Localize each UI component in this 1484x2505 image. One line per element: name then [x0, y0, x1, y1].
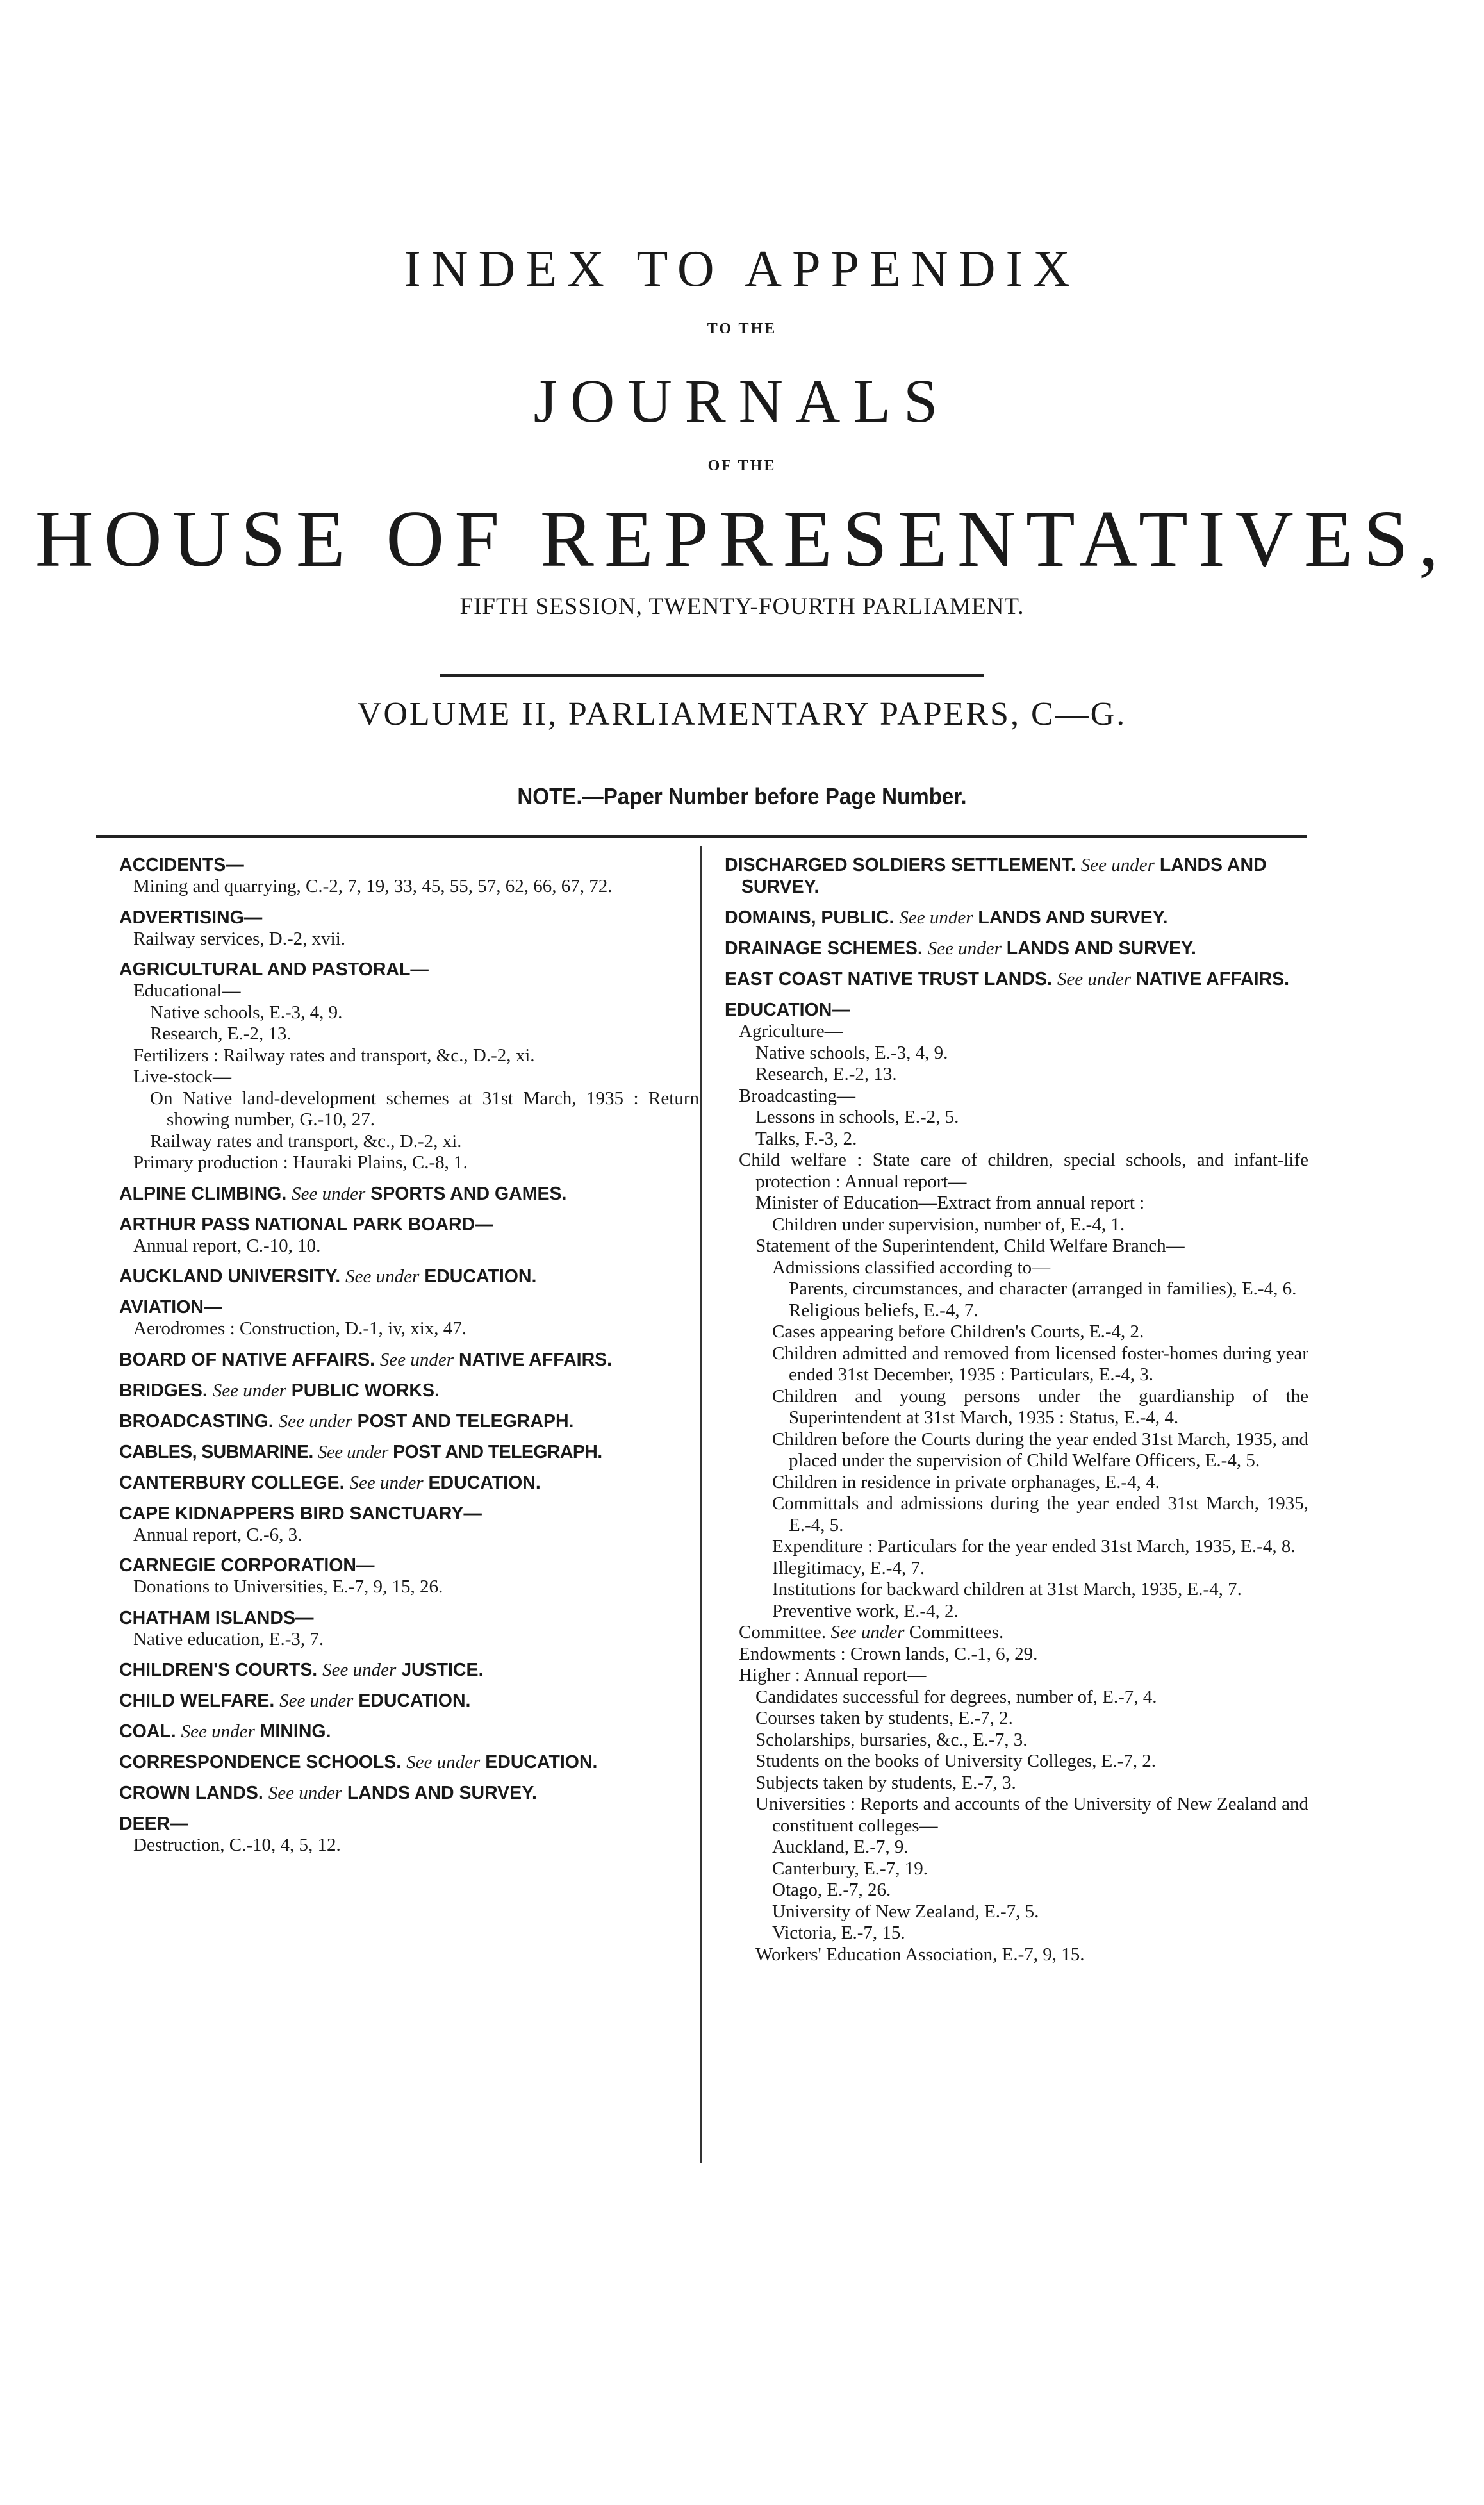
- title-index-to-appendix: INDEX TO APPENDIX: [404, 241, 1080, 297]
- entry-heading: [119, 1659, 699, 1681]
- entry-heading: [119, 1349, 699, 1371]
- cross-ref: MINING.: [260, 1721, 331, 1742]
- entry-line: Broadcasting—: [739, 1085, 856, 1106]
- index-entry-crown-lands: [119, 1782, 699, 1804]
- cross-ref: POST AND TELEGRAPH.: [393, 1441, 602, 1462]
- cross-ref: JUSTICE.: [401, 1660, 484, 1680]
- entry-line: Candidates successful for degrees, number of, E.-7, 4.: [755, 1686, 1157, 1707]
- index-entry-auckland-university: [119, 1266, 699, 1287]
- heading-text: AUCKLAND UNIVERSITY.: [119, 1266, 341, 1287]
- see-under: See under: [268, 1783, 342, 1803]
- entry-line: Committals and admissions during the year ended 31st March, 1935, E.-4, 5.: [772, 1493, 1308, 1535]
- heading-text: DISCHARGED SOLDIERS SETTLEMENT.: [725, 855, 1076, 875]
- see-under: See under: [349, 1472, 424, 1493]
- entry-line: Workers' Education Association, E.-7, 9, 15.: [755, 1944, 1085, 1965]
- cross-ref: PUBLIC WORKS.: [291, 1380, 440, 1401]
- index-entry-correspondence-schools: [119, 1751, 699, 1773]
- entry-line: Primary production : Hauraki Plains, C.-8, 1.: [133, 1152, 468, 1173]
- heading-text: DOMAINS, PUBLIC.: [725, 907, 895, 928]
- see-under: See under: [318, 1441, 388, 1462]
- heading-text: COAL.: [119, 1721, 176, 1742]
- index-entry-cape-kidnappers: [119, 1503, 699, 1546]
- entry-line: Native schools, E.-3, 4, 9.: [150, 1002, 343, 1023]
- see-under: See under: [279, 1691, 354, 1711]
- cross-ref: LANDS AND SURVEY.: [978, 907, 1168, 928]
- entry-line: Annual report, C.-10, 10.: [133, 1235, 321, 1256]
- cross-ref: Committees.: [909, 1622, 1004, 1642]
- cross-ref: EDUCATION.: [485, 1752, 598, 1773]
- entry-line: University of New Zealand, E.-7, 5.: [772, 1901, 1039, 1922]
- column-divider: [700, 846, 702, 2163]
- entry-heading: [119, 1721, 699, 1742]
- see-under: See under: [212, 1380, 286, 1401]
- entry-line: Institutions for backward children at 31st March, 1935, E.-4, 7.: [772, 1579, 1242, 1600]
- entry-line: Endowments : Crown lands, C.-1, 6, 29.: [739, 1643, 1038, 1664]
- header-rule: [440, 674, 984, 677]
- see-under: See under: [927, 938, 1002, 959]
- heading-text: CHILD WELFARE.: [119, 1691, 275, 1711]
- heading-text: CANTERBURY COLLEGE.: [119, 1472, 345, 1493]
- see-under: See under: [379, 1349, 454, 1370]
- heading-text: CROWN LANDS.: [119, 1783, 263, 1803]
- entry-heading: [725, 938, 1308, 959]
- index-entry-aviation: [119, 1296, 699, 1340]
- entry-line: Parents, circumstances, and character (arranged in families), E.-4, 6.: [789, 1278, 1297, 1299]
- entry-line: Native schools, E.-3, 4, 9.: [755, 1042, 948, 1063]
- entry-heading: [725, 968, 1308, 990]
- cross-ref: NATIVE AFFAIRS.: [1135, 969, 1289, 989]
- entry-line: Religious beliefs, E.-4, 7.: [789, 1300, 978, 1321]
- index-entry-bridges: [119, 1380, 699, 1401]
- entry-heading: CHATHAM ISLANDS—: [119, 1607, 314, 1628]
- entry-line: Cases appearing before Children's Courts, E.-4, 2.: [772, 1321, 1144, 1342]
- entry-heading: [119, 1472, 699, 1494]
- entry-line: Auckland, E.-7, 9.: [772, 1837, 909, 1857]
- heading-text: EAST COAST NATIVE TRUST LANDS.: [725, 969, 1052, 989]
- entry-line: Annual report, C.-6, 3.: [133, 1524, 302, 1545]
- entry-heading: [725, 907, 1308, 929]
- index-entry-east-coast: [725, 968, 1308, 990]
- entry-line: Railway services, D.-2, xvii.: [133, 928, 346, 949]
- entry-line: Subjects taken by students, E.-7, 3.: [755, 1772, 1016, 1793]
- see-under: See under: [899, 907, 973, 928]
- entry-line: Victoria, E.-7, 15.: [772, 1922, 905, 1943]
- entry-line: Railway rates and transport, &c., D.-2, xi.: [150, 1130, 462, 1152]
- entry-line: Children admitted and removed from licensed foster-homes during year ended 31st December, 1935 : Particulars, E.-4, 3.: [772, 1343, 1308, 1385]
- entry-line: Minister of Education—Extract from annual report :: [755, 1193, 1145, 1213]
- cross-ref: LANDS AND SURVEY.: [1006, 938, 1196, 959]
- volume-line: VOLUME II, PARLIAMENTARY PAPERS, C—G.: [357, 696, 1127, 732]
- index-entry-advertising: [119, 907, 699, 950]
- note-line: NOTE.—Paper Number before Page Number.: [517, 783, 967, 809]
- index-entry-coal: [119, 1721, 699, 1742]
- entry-line: Destruction, C.-10, 4, 5, 12.: [133, 1835, 341, 1855]
- index-entry-domains-public: [725, 907, 1308, 929]
- left-column: [119, 854, 699, 1865]
- cross-ref: EDUCATION.: [424, 1266, 537, 1287]
- entry-line: Live-stock—: [133, 1066, 232, 1087]
- entry-heading: AGRICULTURAL AND PASTORAL—: [119, 959, 429, 980]
- entry-line: On Native land-development schemes at 31st March, 1935 : Return showing number, G.-10, 27.: [150, 1087, 699, 1130]
- entry-heading: [119, 1690, 699, 1712]
- entry-heading: [725, 854, 1308, 898]
- entry-line: Lessons in schools, E.-2, 5.: [755, 1107, 959, 1127]
- index-entry-deer: [119, 1813, 699, 1856]
- cross-ref: LANDS AND SURVEY.: [741, 855, 1267, 897]
- entry-heading: [119, 1410, 699, 1432]
- entry-line: Children and young persons under the guardianship of the Superintendent at 31st March, 1935 : Status, E.-4, 4.: [772, 1385, 1308, 1428]
- heading-text: CHILDREN'S COURTS.: [119, 1660, 318, 1680]
- entry-line: Research, E.-2, 13.: [755, 1064, 897, 1084]
- entry-line: Agriculture—: [739, 1021, 843, 1041]
- heading-text: CORRESPONDENCE SCHOOLS.: [119, 1752, 402, 1773]
- entry-line: Universities : Reports and accounts of the University of New Zealand and constituent colleges—: [755, 1794, 1308, 1836]
- entry-line: Scholarships, bursaries, &c., E.-7, 3.: [755, 1729, 1028, 1750]
- see-under: See under: [181, 1721, 255, 1742]
- subtitle-of-the: OF THE: [707, 458, 777, 474]
- see-under: See under: [830, 1622, 905, 1642]
- index-entry-carnegie: [119, 1555, 699, 1598]
- entry-heading: EDUCATION—: [725, 1000, 850, 1020]
- entry-heading: [119, 1183, 699, 1205]
- section-rule: [96, 835, 1307, 838]
- cross-ref: EDUCATION.: [358, 1691, 471, 1711]
- entry-line: Fertilizers : Railway rates and transport, &c., D.-2, xi.: [133, 1045, 535, 1066]
- index-entry-cables-submarine: [119, 1441, 699, 1463]
- heading-text: ALPINE CLIMBING.: [119, 1183, 287, 1204]
- entry-line: Courses taken by students, E.-7, 2.: [755, 1708, 1013, 1728]
- right-column: [725, 854, 1308, 1974]
- session-line: FIFTH SESSION, TWENTY-FOURTH PARLIAMENT.: [459, 593, 1025, 620]
- entry-heading: ADVERTISING—: [119, 907, 263, 928]
- cross-ref: POST AND TELEGRAPH.: [357, 1410, 574, 1432]
- index-entry-arthur-pass: [119, 1214, 699, 1257]
- index-entry-discharged-soldiers: [725, 854, 1308, 898]
- line-text: Committee.: [739, 1622, 827, 1642]
- see-under: See under: [278, 1410, 352, 1432]
- entry-line: Illegitimacy, E.-4, 7.: [772, 1557, 925, 1578]
- cross-ref: EDUCATION.: [428, 1472, 541, 1493]
- entry-line: Aerodromes : Construction, D.-1, iv, xix, 47.: [133, 1318, 467, 1339]
- see-under: See under: [1057, 969, 1131, 989]
- entry-heading: CARNEGIE CORPORATION—: [119, 1555, 375, 1576]
- entry-line: Mining and quarrying, C.-2, 7, 19, 33, 45, 55, 57, 62, 66, 67, 72.: [133, 876, 613, 897]
- heading-text: CABLES, SUBMARINE.: [119, 1441, 313, 1462]
- entry-heading: DEER—: [119, 1814, 188, 1834]
- index-entry-drainage-schemes: [725, 938, 1308, 959]
- entry-line: Preventive work, E.-4, 2.: [772, 1600, 959, 1621]
- entry-line: Students on the books of University Colleges, E.-7, 2.: [755, 1751, 1157, 1771]
- entry-heading: [119, 1782, 699, 1804]
- entry-heading: AVIATION—: [119, 1297, 222, 1318]
- entry-heading: [119, 1266, 699, 1287]
- index-entry-education: [725, 999, 1308, 1965]
- cross-ref: NATIVE AFFAIRS.: [459, 1349, 613, 1370]
- index-entry-canterbury-college: [119, 1472, 699, 1494]
- entry-line: Admissions classified according to—: [772, 1257, 1051, 1278]
- entry-line: Children in residence in private orphanages, E.-4, 4.: [772, 1471, 1160, 1492]
- heading-text: BRIDGES.: [119, 1380, 208, 1401]
- heading-text: BOARD OF NATIVE AFFAIRS.: [119, 1349, 375, 1370]
- entry-line: Research, E.-2, 13.: [150, 1023, 292, 1044]
- entry-line: Donations to Universities, E.-7, 9, 15, 26.: [133, 1576, 443, 1597]
- see-under: See under: [292, 1183, 366, 1204]
- index-entry-alpine-climbing: [119, 1183, 699, 1205]
- title-house-of-representatives: HOUSE OF REPRESENTATIVES,: [35, 495, 1449, 584]
- entry-line: Canterbury, E.-7, 19.: [772, 1858, 928, 1879]
- title-journals: JOURNALS: [533, 367, 951, 435]
- index-entry-accidents: [119, 854, 699, 898]
- cross-ref: LANDS AND SURVEY.: [347, 1783, 537, 1803]
- entry-line: Child welfare : State care of children, special schools, and infant-life protection : Annual report—: [739, 1150, 1308, 1192]
- see-under: See under: [322, 1660, 397, 1680]
- index-entry-childrens-courts: [119, 1659, 699, 1681]
- entry-line: Children under supervision, number of, E.-4, 1.: [772, 1214, 1125, 1235]
- index-entry-chatham-islands: [119, 1607, 699, 1651]
- entry-line: Statement of the Superintendent, Child Welfare Branch—: [755, 1236, 1185, 1256]
- see-under: See under: [406, 1752, 481, 1773]
- entry-line: Children before the Courts during the year ended 31st March, 1935, and placed under the supervision of Child Welfare Officers, E.-4, 5.: [772, 1428, 1308, 1471]
- entry-heading: [119, 1751, 699, 1773]
- entry-line: Higher : Annual report—: [739, 1665, 927, 1685]
- index-entry-broadcasting: [119, 1410, 699, 1432]
- entry-heading: CAPE KIDNAPPERS BIRD SANCTUARY—: [119, 1503, 482, 1524]
- entry-heading: [119, 1380, 699, 1401]
- entry-line: Native education, E.-3, 7.: [133, 1628, 324, 1649]
- entry-line: Educational—: [133, 980, 241, 1001]
- see-under: See under: [1080, 855, 1155, 875]
- subtitle-to-the: TO THE: [707, 320, 777, 337]
- cross-ref: SPORTS AND GAMES.: [370, 1183, 567, 1204]
- entry-heading: [119, 1441, 699, 1463]
- entry-heading: ACCIDENTS—: [119, 855, 244, 875]
- entry-line: [725, 1622, 1308, 1644]
- index-entry-agricultural: [119, 959, 699, 1174]
- heading-text: BROADCASTING.: [119, 1410, 274, 1432]
- heading-text: DRAINAGE SCHEMES.: [725, 938, 923, 959]
- entry-heading: ARTHUR PASS NATIONAL PARK BOARD—: [119, 1214, 493, 1235]
- entry-line: Otago, E.-7, 26.: [772, 1880, 891, 1900]
- see-under: See under: [345, 1266, 420, 1287]
- index-entry-child-welfare: [119, 1690, 699, 1712]
- index-entry-board-native-affairs: [119, 1349, 699, 1371]
- entry-line: Talks, F.-3, 2.: [755, 1128, 857, 1149]
- entry-line: Expenditure : Particulars for the year ended 31st March, 1935, E.-4, 8.: [772, 1536, 1296, 1557]
